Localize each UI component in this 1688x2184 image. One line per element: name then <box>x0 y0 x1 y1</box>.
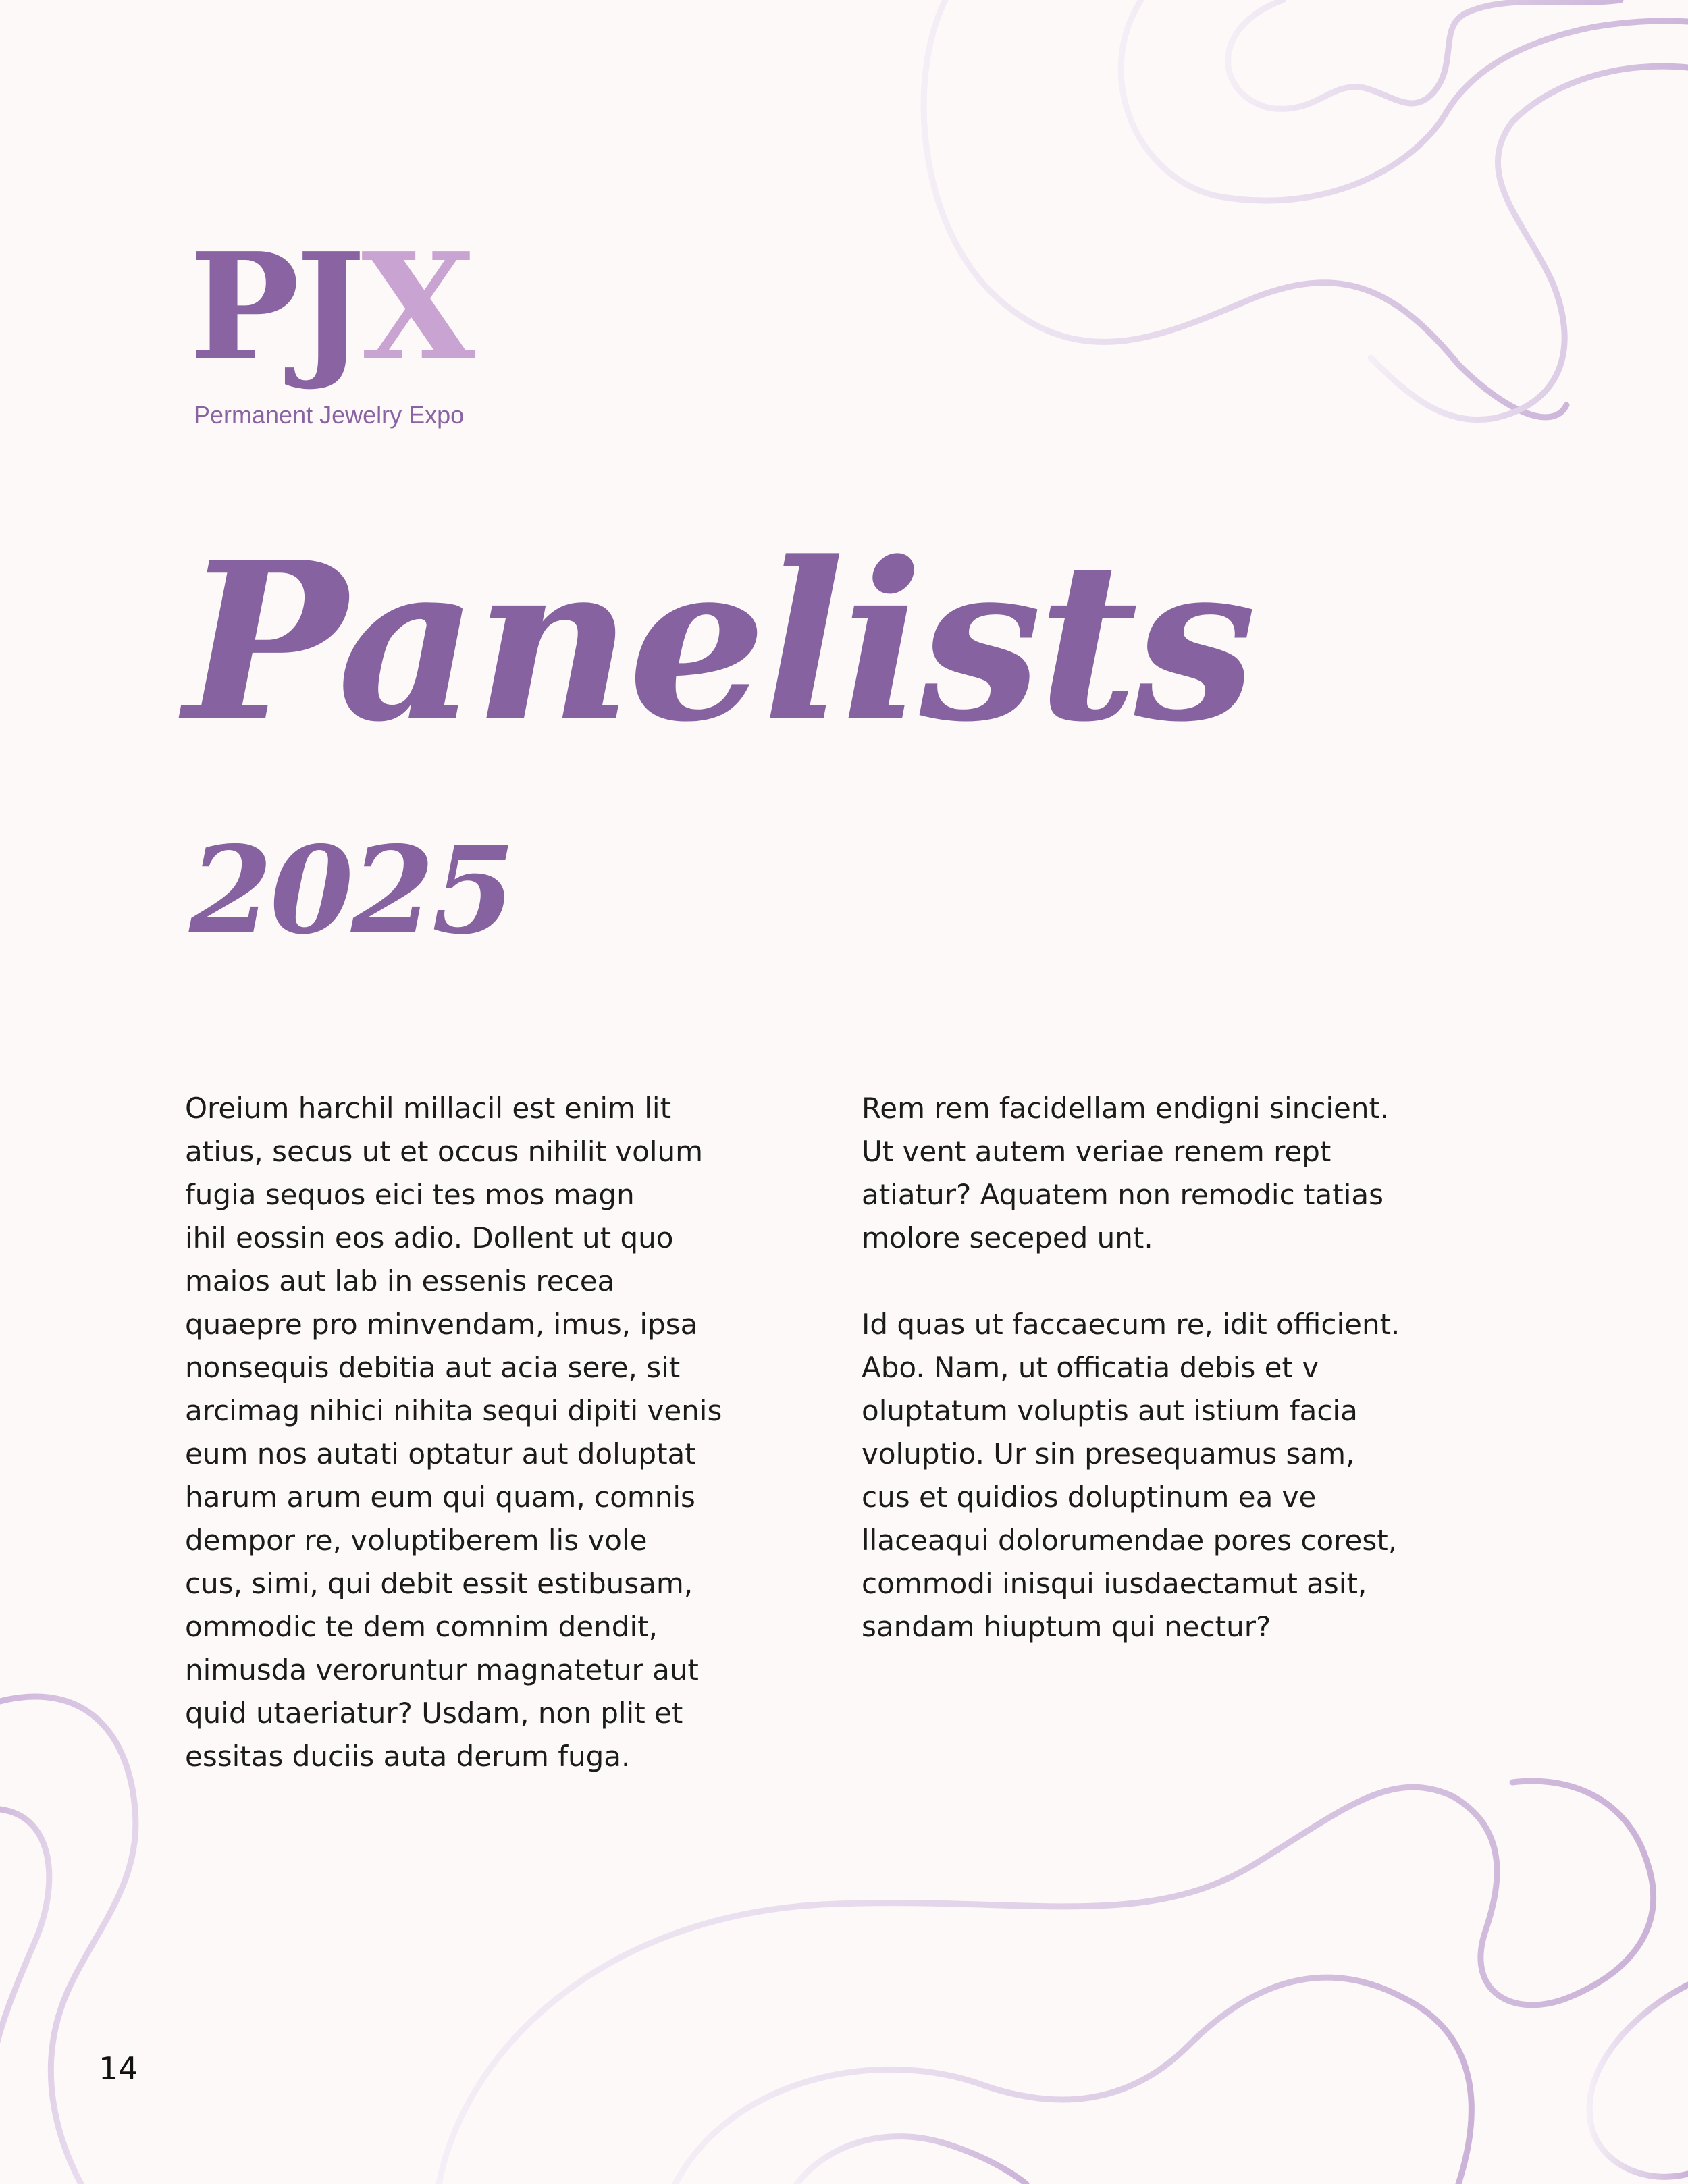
text-line: harum arum eum qui quam, comnis <box>185 1481 695 1514</box>
wave-top-1 <box>924 0 1566 417</box>
text-line: essitas duciis auta derum fuga. <box>185 1740 631 1773</box>
wave-top-3 <box>1228 0 1620 109</box>
text-line: Id quas ut faccaecum re, idit officient. <box>862 1308 1400 1341</box>
text-line: eum nos autati optatur aut doluptat <box>185 1437 696 1470</box>
logo-letter-x: X <box>361 221 472 394</box>
wave-top-4 <box>1371 66 1688 419</box>
logo-tagline: Permanent Jewelry Expo <box>194 401 465 429</box>
page-number: 14 <box>99 2050 138 2087</box>
text-line: dempor re, voluptiberem lis vole <box>185 1524 648 1557</box>
text-line: Oreium harchil millacil est enim lit <box>185 1092 672 1125</box>
text-line: voluptio. Ur sin presequamus sam, <box>862 1437 1355 1470</box>
body-column-left <box>185 1087 806 1821</box>
logo-letter-p: P <box>189 221 296 394</box>
wave-bottom-3 <box>797 2137 1026 2184</box>
wave-left-2 <box>0 1809 49 2059</box>
text-line: nonsequis debitia aut acia sere, sit <box>185 1351 681 1384</box>
wave-left-1 <box>0 1697 136 2184</box>
text-line: llaceaqui dolorumendae pores corest, <box>862 1524 1398 1557</box>
text-line: ommodic te dem comnim dendit, <box>185 1610 658 1643</box>
wave-bottom-4 <box>1589 1985 1688 2177</box>
text-line: quid utaeriatur? Usdam, non plit et <box>185 1697 683 1730</box>
wave-top-2 <box>1121 0 1688 201</box>
text-line: molore seceped unt. <box>862 1221 1153 1254</box>
body-column-right <box>862 1087 1483 1692</box>
text-line: quaepre pro minvendam, imus, ipsa <box>185 1308 698 1341</box>
text-line: cus et quidios doluptinum ea ve <box>862 1481 1317 1514</box>
body-paragraph-left <box>185 1087 806 1778</box>
text-line: nimusda veroruntur magnatetur aut <box>185 1653 699 1686</box>
text-line: cus, simi, qui debit essit estibusam, <box>185 1567 693 1600</box>
wave-bottom-1 <box>439 1781 1654 2184</box>
text-line: sandam hiuptum qui nectur? <box>862 1610 1271 1643</box>
text-line: Ut vent autem veriae renem rept <box>862 1135 1331 1168</box>
body-paragraph-right-2 <box>862 1303 1483 1649</box>
text-line: atius, secus ut et occus nihilit volum <box>185 1135 704 1168</box>
text-line: maios aut lab in essenis recea <box>185 1264 615 1298</box>
logo-mark <box>189 221 472 394</box>
text-line: fugia sequos eici tes mos magn <box>185 1178 635 1211</box>
text-line: Rem rem facidellam endigni sincient. <box>862 1092 1390 1125</box>
text-line: Abo. Nam, ut officatia debis et v <box>862 1351 1319 1384</box>
page-title: Panelists <box>184 514 1253 770</box>
wave-bottom-2 <box>675 1977 1471 2184</box>
text-line: commodi inisqui iusdaectamut asit, <box>862 1567 1367 1600</box>
logo-letter-j: J <box>295 221 362 394</box>
text-line: oluptatum voluptis aut istium facia <box>862 1394 1358 1427</box>
text-line: ihil eossin eos adio. Dollent ut quo <box>185 1221 674 1254</box>
page-subtitle-year: 2025 <box>189 820 513 961</box>
text-line: arcimag nihici nihita sequi dipiti venis <box>185 1394 722 1427</box>
text-line: atiatur? Aquatem non remodic tatias <box>862 1178 1384 1211</box>
pjx-logo <box>189 221 513 439</box>
body-paragraph-right-1 <box>862 1087 1483 1260</box>
